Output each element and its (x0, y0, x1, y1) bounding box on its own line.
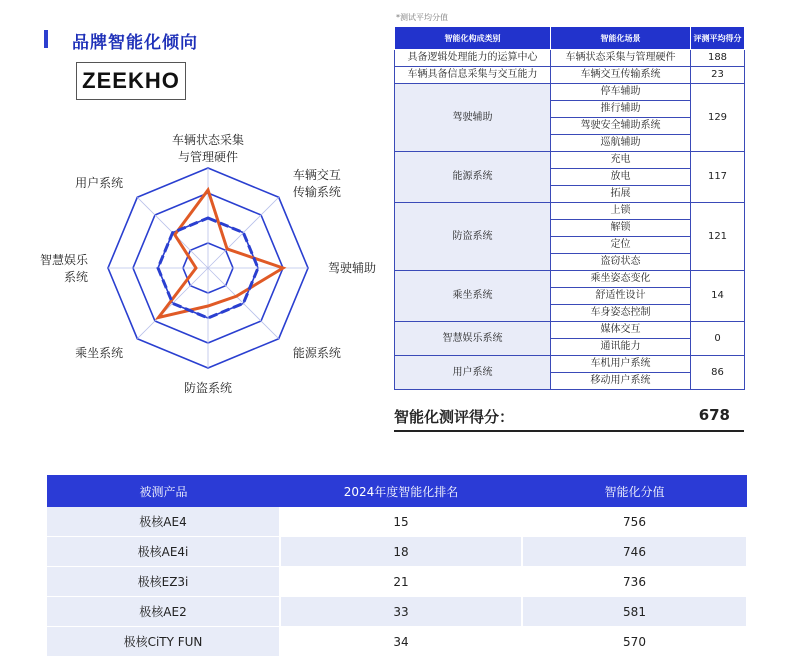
radar-chart (20, 120, 380, 420)
scene-cell: 上锁 (551, 203, 691, 220)
radar-axis-label-line: 乘坐系统 (75, 345, 124, 360)
scene-cell: 推行辅助 (551, 101, 691, 118)
product-score: 756 (522, 507, 747, 537)
ranking-table-header (47, 475, 747, 507)
total-score-label: 智能化测评得分： (394, 408, 515, 426)
scene-cell: 车机用户系统 (551, 356, 691, 373)
scene-cell: 移动用户系统 (551, 373, 691, 390)
title-accent-bar (44, 30, 48, 48)
table-row (395, 84, 745, 101)
table-row (395, 356, 745, 373)
page-title: 品牌智能化倾向 (72, 33, 198, 53)
product-score: 581 (522, 597, 747, 627)
product-name: 极核AE2 (47, 597, 280, 627)
product-name: 极核AE4i (47, 537, 280, 567)
scene-cell: 充电 (551, 152, 691, 169)
category-cell: 防盗系统 (395, 203, 551, 271)
score-cell: 14 (691, 271, 745, 322)
ranking-table (47, 475, 748, 657)
product-score: 736 (522, 567, 747, 597)
category-cell: 具备逻辑处理能力的运算中心 (395, 50, 551, 67)
scene-cell: 停车辅助 (551, 84, 691, 101)
score-cell: 0 (691, 322, 745, 356)
score-cell: 86 (691, 356, 745, 390)
product-name: 极核AE4 (47, 507, 280, 537)
brand-logo (76, 62, 186, 100)
score-cell: 188 (691, 50, 745, 67)
radar-axis-label (172, 132, 244, 164)
table-row (47, 597, 747, 627)
scene-cell: 放电 (551, 169, 691, 186)
table-row (395, 203, 745, 220)
table-row (395, 271, 745, 288)
radar-axis-label (293, 168, 341, 199)
table-row (47, 567, 747, 597)
product-name: 极核EZ3i (47, 567, 280, 597)
score-header-score: 评测平均得分 (691, 27, 745, 50)
radar-axis-label-line: 车辆交互 (292, 168, 341, 183)
category-cell: 乘坐系统 (395, 271, 551, 322)
ranking-header-product: 被测产品 (47, 475, 280, 507)
scene-cell: 盗窃状态 (551, 254, 691, 271)
scene-cell: 定位 (551, 237, 691, 254)
ranking-header-score: 智能化分值 (522, 475, 747, 507)
product-rank: 34 (280, 627, 522, 657)
radar-axis-label (184, 380, 232, 395)
radar-axis-label-line: 与管理硬件 (177, 150, 239, 164)
score-header-category: 智能化构成类别 (395, 27, 551, 50)
product-rank: 21 (280, 567, 522, 597)
radar-axis-label-line: 系统 (63, 270, 88, 284)
ranking-header-rank: 2024年度智能化排名 (280, 475, 522, 507)
score-table (394, 26, 745, 390)
score-header-scene: 智能化场景 (551, 27, 691, 50)
brand-logo-text: ZEEKHO (82, 68, 180, 93)
product-name: 极核CiTY FUN (47, 627, 280, 657)
table-row (395, 67, 745, 84)
score-cell: 23 (691, 67, 745, 84)
score-cell: 121 (691, 203, 745, 271)
radar-axis-label (293, 345, 341, 360)
category-cell: 能源系统 (395, 152, 551, 203)
scene-cell: 车辆状态采集与管理硬件 (551, 50, 691, 67)
scene-cell: 车身姿态控制 (551, 305, 691, 322)
table-row (395, 322, 745, 339)
radar-axis-label-line: 驾驶辅助 (328, 261, 377, 275)
table-row (395, 50, 745, 67)
radar-axis-label (328, 260, 376, 275)
table-row (47, 537, 747, 567)
scene-cell: 舒适性设计 (551, 288, 691, 305)
product-rank: 33 (280, 597, 522, 627)
total-score-row (394, 398, 744, 432)
scene-cell: 乘坐姿态变化 (551, 271, 691, 288)
radar-axis-label-line: 智慧娱乐 (39, 253, 88, 267)
radar-axis-label-line: 车辆状态采集 (171, 133, 245, 147)
radar-axis-label (75, 345, 123, 360)
scene-cell: 巡航辅助 (551, 135, 691, 152)
total-score-value: 678 (698, 406, 730, 424)
category-cell: 用户系统 (395, 356, 551, 390)
product-rank: 15 (280, 507, 522, 537)
score-cell: 129 (691, 84, 745, 152)
category-cell: 驾驶辅助 (395, 84, 551, 152)
scene-cell: 车辆交互传输系统 (551, 67, 691, 84)
radar-axis-label (75, 175, 123, 190)
product-score: 746 (522, 537, 747, 567)
table-row (395, 152, 745, 169)
scene-cell: 媒体交互 (551, 322, 691, 339)
scene-cell: 驾驶安全辅助系统 (551, 118, 691, 135)
score-table-header (395, 27, 745, 50)
radar-axis-label (40, 252, 89, 284)
product-score: 570 (522, 627, 747, 657)
scene-cell: 拓展 (551, 186, 691, 203)
score-cell: 117 (691, 152, 745, 203)
score-note: *测试平均分值 (396, 13, 448, 22)
scene-cell: 解锁 (551, 220, 691, 237)
radar-axis-label-line: 用户系统 (75, 176, 124, 191)
scene-cell: 通讯能力 (551, 339, 691, 356)
table-row (47, 627, 747, 657)
radar-axis-label-line: 传输系统 (292, 185, 341, 200)
product-rank: 18 (280, 537, 522, 567)
radar-axis-label-line: 能源系统 (292, 345, 341, 360)
category-cell: 车辆具备信息采集与交互能力 (395, 67, 551, 84)
radar-axis-label-line: 防盗系统 (183, 381, 233, 395)
table-row (47, 507, 747, 537)
category-cell: 智慧娱乐系统 (395, 322, 551, 356)
